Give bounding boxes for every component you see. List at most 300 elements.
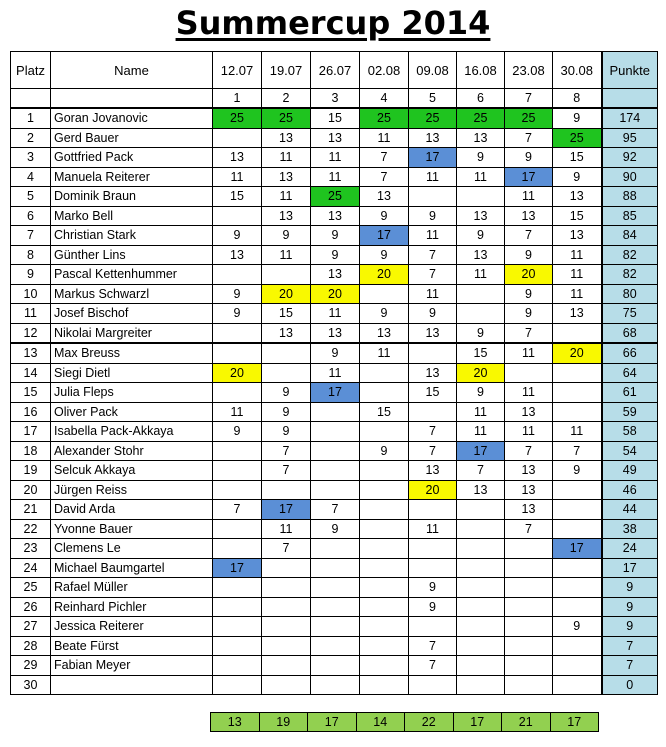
page-title: Summercup 2014 (175, 4, 491, 42)
points-cell: 84 (602, 226, 658, 246)
score-cell (553, 402, 602, 422)
rank-cell: 18 (11, 441, 51, 461)
score-cell (360, 675, 409, 695)
score-cell (360, 597, 409, 617)
score-cell: 9 (311, 343, 360, 363)
score-cell: 25 (505, 108, 553, 128)
score-cell: 7 (213, 500, 262, 520)
score-cell: 9 (360, 441, 409, 461)
score-cell: 25 (311, 187, 360, 207)
score-cell: 25 (360, 108, 409, 128)
score-cell: 9 (213, 422, 262, 442)
race-number: 2 (262, 89, 311, 109)
score-cell: 11 (457, 265, 505, 285)
score-cell: 11 (311, 304, 360, 324)
score-cell (262, 480, 311, 500)
score-cell: 11 (311, 148, 360, 168)
points-cell: 9 (602, 578, 658, 598)
points-cell: 24 (602, 539, 658, 559)
score-cell: 11 (457, 167, 505, 187)
score-cell: 11 (553, 265, 602, 285)
score-cell: 9 (505, 284, 553, 304)
score-cell: 11 (409, 519, 457, 539)
score-cell (360, 461, 409, 481)
score-cell: 11 (360, 343, 409, 363)
score-cell: 17 (409, 148, 457, 168)
score-cell: 9 (311, 519, 360, 539)
score-cell: 13 (360, 323, 409, 343)
score-cell: 7 (409, 656, 457, 676)
table-row (11, 656, 658, 676)
name-cell: Goran Jovanovic (51, 108, 213, 128)
rank-cell: 8 (11, 245, 51, 265)
score-cell: 13 (213, 245, 262, 265)
score-cell: 9 (553, 461, 602, 481)
score-cell (553, 383, 602, 403)
score-cell: 25 (553, 128, 602, 148)
score-cell: 11 (505, 343, 553, 363)
score-cell (360, 500, 409, 520)
table-row (11, 206, 658, 226)
points-cell: 90 (602, 167, 658, 187)
score-cell (409, 558, 457, 578)
score-cell: 25 (213, 108, 262, 128)
header-date: 12.07 (213, 52, 262, 89)
score-cell: 20 (505, 265, 553, 285)
score-cell: 17 (505, 167, 553, 187)
score-cell: 17 (360, 226, 409, 246)
score-cell: 15 (553, 206, 602, 226)
score-cell: 25 (262, 108, 311, 128)
rank-cell: 13 (11, 343, 51, 363)
table-row (11, 323, 658, 343)
name-cell: Isabella Pack-Akkaya (51, 422, 213, 442)
table-row (11, 578, 658, 598)
score-cell (409, 187, 457, 207)
rank-cell: 11 (11, 304, 51, 324)
score-cell (457, 519, 505, 539)
score-cell (409, 675, 457, 695)
score-cell: 9 (262, 422, 311, 442)
name-cell: Michael Baumgartel (51, 558, 213, 578)
score-cell: 15 (360, 402, 409, 422)
score-cell (311, 402, 360, 422)
race-total-cell: 17 (550, 713, 599, 732)
score-cell (360, 284, 409, 304)
score-cell (213, 323, 262, 343)
score-cell: 13 (457, 206, 505, 226)
table-row (11, 617, 658, 637)
score-cell (360, 578, 409, 598)
race-total-cell: 21 (502, 713, 551, 732)
score-cell (553, 675, 602, 695)
score-cell (457, 304, 505, 324)
table-row (11, 636, 658, 656)
score-cell (213, 675, 262, 695)
name-cell: Dominik Braun (51, 187, 213, 207)
name-cell: Marko Bell (51, 206, 213, 226)
score-cell: 9 (360, 206, 409, 226)
rank-cell: 29 (11, 656, 51, 676)
table-row (11, 187, 658, 207)
score-cell: 9 (553, 617, 602, 637)
race-total-cell: 13 (211, 713, 260, 732)
score-cell: 9 (553, 108, 602, 128)
points-cell: 80 (602, 284, 658, 304)
rank-cell: 2 (11, 128, 51, 148)
rank-cell: 21 (11, 500, 51, 520)
score-cell (360, 480, 409, 500)
score-cell: 9 (311, 245, 360, 265)
score-cell (311, 597, 360, 617)
race-number: 8 (553, 89, 602, 109)
table-row (11, 304, 658, 324)
table-row (11, 480, 658, 500)
table-row (11, 558, 658, 578)
points-cell: 92 (602, 148, 658, 168)
points-cell: 82 (602, 265, 658, 285)
name-cell: Rafael Müller (51, 578, 213, 598)
rank-cell: 16 (11, 402, 51, 422)
score-cell: 7 (409, 636, 457, 656)
race-total-cell: 19 (259, 713, 308, 732)
score-cell: 9 (262, 402, 311, 422)
score-cell: 13 (553, 304, 602, 324)
table-row (11, 402, 658, 422)
score-cell (213, 441, 262, 461)
header-date: 16.08 (457, 52, 505, 89)
points-cell: 85 (602, 206, 658, 226)
score-cell (311, 539, 360, 559)
race-total-cell: 22 (405, 713, 454, 732)
score-cell: 11 (213, 167, 262, 187)
table-row (11, 383, 658, 403)
score-cell: 9 (457, 383, 505, 403)
score-cell (311, 480, 360, 500)
score-cell: 9 (360, 245, 409, 265)
score-cell: 13 (505, 461, 553, 481)
score-cell: 11 (262, 245, 311, 265)
points-cell: 68 (602, 323, 658, 343)
score-cell (213, 539, 262, 559)
score-cell (409, 343, 457, 363)
race-totals-table (210, 712, 599, 732)
score-cell: 7 (409, 265, 457, 285)
score-cell (553, 578, 602, 598)
name-cell: Jessica Reiterer (51, 617, 213, 637)
score-cell: 7 (553, 441, 602, 461)
score-cell: 20 (262, 284, 311, 304)
score-cell: 17 (457, 441, 505, 461)
table-row (11, 284, 658, 304)
score-cell (213, 519, 262, 539)
score-cell (505, 539, 553, 559)
race-totals-row (211, 713, 599, 732)
score-cell (505, 636, 553, 656)
table-row (11, 461, 658, 481)
score-cell: 13 (311, 265, 360, 285)
score-cell: 9 (457, 323, 505, 343)
rank-cell: 17 (11, 422, 51, 442)
score-cell: 7 (505, 519, 553, 539)
score-cell: 9 (262, 226, 311, 246)
rank-cell: 30 (11, 675, 51, 695)
score-cell: 11 (505, 187, 553, 207)
score-cell (213, 480, 262, 500)
score-cell: 7 (505, 323, 553, 343)
score-cell (457, 597, 505, 617)
score-cell: 9 (505, 304, 553, 324)
points-cell: 49 (602, 461, 658, 481)
points-cell: 44 (602, 500, 658, 520)
race-total-cell: 14 (356, 713, 405, 732)
score-cell (213, 128, 262, 148)
score-cell: 15 (457, 343, 505, 363)
score-cell (360, 383, 409, 403)
score-cell (409, 617, 457, 637)
score-cell: 7 (262, 441, 311, 461)
empty-cell (51, 89, 213, 109)
score-cell (262, 617, 311, 637)
score-cell (213, 383, 262, 403)
race-number: 4 (360, 89, 409, 109)
name-cell: Fabian Meyer (51, 656, 213, 676)
race-total-cell: 17 (308, 713, 357, 732)
points-cell: 9 (602, 597, 658, 617)
score-cell: 17 (262, 500, 311, 520)
name-cell: Günther Lins (51, 245, 213, 265)
points-cell: 75 (602, 304, 658, 324)
score-cell: 15 (262, 304, 311, 324)
name-cell: Gottfried Pack (51, 148, 213, 168)
score-cell (360, 519, 409, 539)
score-cell: 13 (311, 128, 360, 148)
score-cell (457, 500, 505, 520)
score-cell: 11 (360, 128, 409, 148)
score-cell (505, 597, 553, 617)
rank-cell: 20 (11, 480, 51, 500)
race-number: 1 (213, 89, 262, 109)
score-cell (213, 597, 262, 617)
score-cell: 9 (553, 167, 602, 187)
rank-cell: 24 (11, 558, 51, 578)
score-cell: 20 (457, 363, 505, 383)
rank-cell: 22 (11, 519, 51, 539)
score-cell (311, 578, 360, 598)
score-cell (262, 636, 311, 656)
name-cell: Manuela Reiterer (51, 167, 213, 187)
score-cell: 13 (553, 187, 602, 207)
score-cell: 9 (409, 304, 457, 324)
score-cell: 7 (457, 461, 505, 481)
score-cell: 11 (553, 284, 602, 304)
score-cell (457, 558, 505, 578)
name-cell: Julia Fleps (51, 383, 213, 403)
score-cell: 20 (409, 480, 457, 500)
points-cell: 58 (602, 422, 658, 442)
table-row (11, 422, 658, 442)
header-punkte: Punkte (602, 52, 658, 89)
score-cell: 11 (262, 187, 311, 207)
score-cell: 11 (505, 422, 553, 442)
rank-cell: 28 (11, 636, 51, 656)
name-cell: Siegi Dietl (51, 363, 213, 383)
score-cell: 13 (213, 148, 262, 168)
score-cell (505, 675, 553, 695)
score-cell (311, 558, 360, 578)
points-cell: 0 (602, 675, 658, 695)
name-cell: David Arda (51, 500, 213, 520)
score-cell (213, 206, 262, 226)
score-cell: 15 (409, 383, 457, 403)
score-cell: 11 (553, 422, 602, 442)
name-cell: Beate Fürst (51, 636, 213, 656)
points-cell: 61 (602, 383, 658, 403)
score-cell: 17 (553, 539, 602, 559)
score-cell (505, 558, 553, 578)
score-cell (311, 617, 360, 637)
table-row (11, 441, 658, 461)
header-date: 02.08 (360, 52, 409, 89)
name-cell: Selcuk Akkaya (51, 461, 213, 481)
name-cell: Max Breuss (51, 343, 213, 363)
score-cell (553, 363, 602, 383)
table-row (11, 519, 658, 539)
score-cell (311, 675, 360, 695)
race-total-cell: 17 (453, 713, 502, 732)
table-row (11, 128, 658, 148)
points-cell: 66 (602, 343, 658, 363)
score-cell: 9 (311, 226, 360, 246)
empty-cell (602, 89, 658, 109)
empty-cell (11, 89, 51, 109)
score-cell: 17 (213, 558, 262, 578)
rank-cell: 14 (11, 363, 51, 383)
rank-cell: 27 (11, 617, 51, 637)
score-cell: 11 (311, 363, 360, 383)
rank-cell: 25 (11, 578, 51, 598)
score-cell: 13 (409, 461, 457, 481)
score-cell: 11 (409, 167, 457, 187)
score-cell: 7 (262, 461, 311, 481)
name-cell: Reinhard Pichler (51, 597, 213, 617)
score-cell: 13 (262, 128, 311, 148)
score-cell: 13 (505, 500, 553, 520)
header-name: Name (51, 52, 213, 89)
score-cell (505, 578, 553, 598)
score-cell (213, 656, 262, 676)
score-cell: 20 (311, 284, 360, 304)
score-cell: 20 (360, 265, 409, 285)
score-cell (360, 617, 409, 637)
score-cell: 15 (553, 148, 602, 168)
score-cell (311, 636, 360, 656)
rank-cell: 6 (11, 206, 51, 226)
score-cell (553, 480, 602, 500)
name-cell: Markus Schwarzl (51, 284, 213, 304)
score-cell (457, 636, 505, 656)
rank-cell: 19 (11, 461, 51, 481)
points-cell: 9 (602, 617, 658, 637)
name-cell: Christian Stark (51, 226, 213, 246)
score-cell (213, 578, 262, 598)
rank-cell: 26 (11, 597, 51, 617)
rank-cell: 7 (11, 226, 51, 246)
score-cell: 7 (505, 441, 553, 461)
points-cell: 174 (602, 108, 658, 128)
header-row (11, 52, 658, 89)
score-cell (360, 363, 409, 383)
score-cell: 13 (262, 167, 311, 187)
header-date: 26.07 (311, 52, 360, 89)
score-cell: 7 (360, 167, 409, 187)
score-cell: 13 (262, 206, 311, 226)
name-cell: Pascal Kettenhummer (51, 265, 213, 285)
rank-cell: 12 (11, 323, 51, 343)
table-row (11, 539, 658, 559)
score-cell: 7 (360, 148, 409, 168)
score-cell (553, 636, 602, 656)
score-cell (360, 656, 409, 676)
points-cell: 54 (602, 441, 658, 461)
name-cell: Gerd Bauer (51, 128, 213, 148)
score-cell: 9 (457, 148, 505, 168)
score-cell: 9 (409, 206, 457, 226)
score-cell: 13 (457, 128, 505, 148)
score-cell: 25 (409, 108, 457, 128)
name-cell: Alexander Stohr (51, 441, 213, 461)
score-cell: 9 (409, 578, 457, 598)
name-cell: Nikolai Margreiter (51, 323, 213, 343)
score-cell: 13 (505, 206, 553, 226)
score-cell (505, 656, 553, 676)
score-cell: 13 (262, 323, 311, 343)
score-cell (409, 500, 457, 520)
score-cell: 9 (505, 245, 553, 265)
table-row (11, 108, 658, 128)
race-number: 6 (457, 89, 505, 109)
score-cell (553, 323, 602, 343)
score-cell: 7 (409, 422, 457, 442)
score-cell (505, 617, 553, 637)
score-cell: 13 (505, 402, 553, 422)
score-cell: 11 (262, 519, 311, 539)
points-cell: 46 (602, 480, 658, 500)
score-cell: 13 (409, 128, 457, 148)
score-cell (457, 539, 505, 559)
score-cell (360, 636, 409, 656)
score-cell (457, 617, 505, 637)
score-cell: 20 (213, 363, 262, 383)
rank-cell: 1 (11, 108, 51, 128)
name-cell: Jürgen Reiss (51, 480, 213, 500)
score-cell: 9 (213, 304, 262, 324)
score-cell: 13 (505, 480, 553, 500)
score-cell (553, 519, 602, 539)
score-cell (457, 578, 505, 598)
score-cell: 9 (213, 284, 262, 304)
score-cell: 13 (311, 323, 360, 343)
score-cell (311, 422, 360, 442)
score-cell (553, 597, 602, 617)
name-cell: Oliver Pack (51, 402, 213, 422)
header-date: 30.08 (553, 52, 602, 89)
score-cell: 11 (457, 402, 505, 422)
header-date: 23.08 (505, 52, 553, 89)
score-cell (457, 675, 505, 695)
score-cell: 9 (409, 597, 457, 617)
score-cell: 13 (409, 323, 457, 343)
